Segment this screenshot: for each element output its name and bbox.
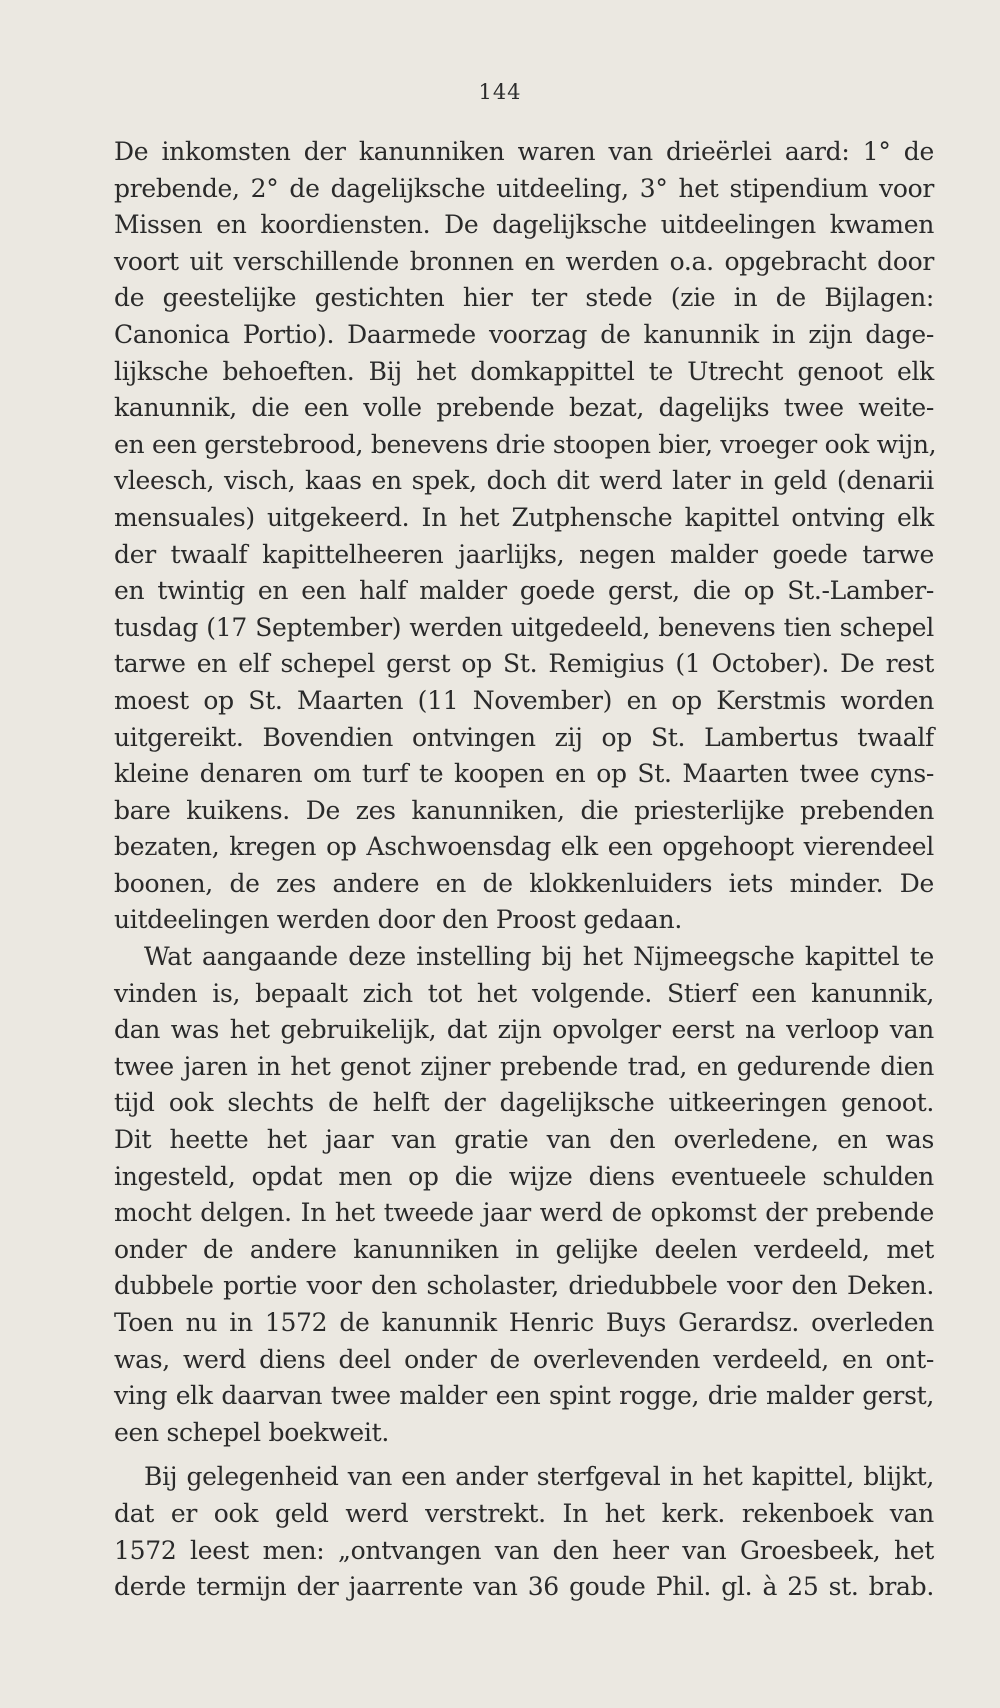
text-line: de geestelijke gestichten hier ter stede (zie in de Bijlagen: [114, 283, 934, 313]
text-line: tarwe en elf schepel gerst op St. Remigius (1 October). De rest [114, 649, 934, 679]
text-line: Dit heette het jaar van gratie van den overledene, en was [114, 1125, 934, 1155]
text-line: kleine denaren om turf te koopen en op St. Maarten twee cyns- [114, 759, 934, 789]
text-line: een schepel boekweit. [114, 1417, 389, 1447]
text-line: Wat aangaande deze instelling bij het Nijmeegsche kapittel te [144, 942, 934, 972]
paragraph [114, 1459, 934, 1605]
text-line: moest op St. Maarten (11 November) en op Kerstmis worden [114, 685, 934, 715]
text-line: twee jaren in het genot zijner prebende trad, en gedurende dien [114, 1051, 934, 1081]
text-line: vinden is, bepaalt zich tot het volgende. Stierf een kanunnik, [114, 978, 934, 1008]
text-line: onder de andere kanunniken in gelijke deelen verdeeld, met [114, 1234, 934, 1264]
page-number: 144 [478, 80, 522, 104]
text-line: mocht delgen. In het tweede jaar werd de opkomst der prebende [114, 1198, 934, 1228]
text-line: dubbele portie voor den scholaster, driedubbele voor den Deken. [114, 1271, 934, 1301]
text-line: lijksche behoeften. Bij het domkappittel te Utrecht genoot elk [114, 356, 934, 386]
text-line: vleesch, visch, kaas en spek, doch dit werd later in geld (denarii [114, 466, 934, 496]
text-line: uitgereikt. Bovendien ontvingen zij op St. Lambertus twaalf [114, 722, 934, 752]
text-line: was, werd diens deel onder de overlevenden verdeeld, en ont- [114, 1344, 934, 1374]
text-line: De inkomsten der kanunniken waren van drieërlei aard: 1° de [114, 137, 934, 166]
text-line: en twintig en een half malder goede gerst, die op St.-Lamber- [114, 576, 934, 606]
text-line: bezaten, kregen op Aschwoensdag elk een opgehoopt vierendeel [114, 832, 934, 862]
text-line: kanunnik, die een volle prebende bezat, dagelijks twee weite- [114, 393, 934, 423]
text-line: ingesteld, opdat men op die wijze diens eventueele schulden [114, 1161, 934, 1191]
paragraph [114, 939, 934, 1451]
text-line: derde termijn der jaarrente van 36 goude Phil. gl. à 25 st. brab. [114, 1572, 934, 1602]
text-line: dat er ook geld werd verstrekt. In het kerk. rekenboek van [114, 1498, 934, 1528]
paragraph-gap [114, 1451, 934, 1459]
text-line: der twaalf kapittelheeren jaarlijks, negen malder goede tarwe [114, 539, 934, 569]
text-line: voort uit verschillende bronnen en werden o.a. opgebracht door [114, 246, 934, 276]
text-line: tijd ook slechts de helft der dagelijksche uitkeeringen genoot. [114, 1088, 934, 1118]
paragraph [114, 134, 937, 939]
text-line: Bij gelegenheid van een ander sterfgeval in het kapittel, blijkt, [144, 1462, 934, 1492]
text-line: mensuales) uitgekeerd. In het Zutphensche kapittel ontving elk [114, 502, 934, 532]
text-line: dan was het gebruikelijk, dat zijn opvolger eerst na verloop van [114, 1015, 934, 1045]
text-line: 1572 leest men: „ontvangen van den heer van Groesbeek, het [114, 1535, 934, 1565]
text-line: en een gerstebrood, benevens drie stoopen bier, vroeger ook wijn, [114, 429, 937, 459]
text-line: uitdeelingen werden door den Proost gedaan. [114, 905, 682, 935]
text-line: Missen en koordiensten. De dagelijksche uitdeelingen kwamen [114, 210, 934, 240]
text-line: bare kuikens. De zes kanunniken, die priesterlijke prebenden [114, 795, 934, 825]
text-line: ving elk daarvan twee malder een spint rogge, drie malder gerst, [114, 1381, 934, 1411]
page-text [114, 134, 937, 1606]
text-line: Toen nu in 1572 de kanunnik Henric Buys Gerardsz. overleden [114, 1308, 934, 1337]
text-line: boonen, de zes andere en de klokkenluiders iets minder. De [114, 868, 934, 898]
text-line: tusdag (17 September) werden uitgedeeld, benevens tien schepel [114, 612, 934, 642]
text-line: Canonica Portio). Daarmede voorzag de kanunnik in zijn dage- [114, 319, 934, 349]
text-line: prebende, 2° de dagelijksche uitdeeling, 3° het stipendium voor [114, 173, 934, 203]
